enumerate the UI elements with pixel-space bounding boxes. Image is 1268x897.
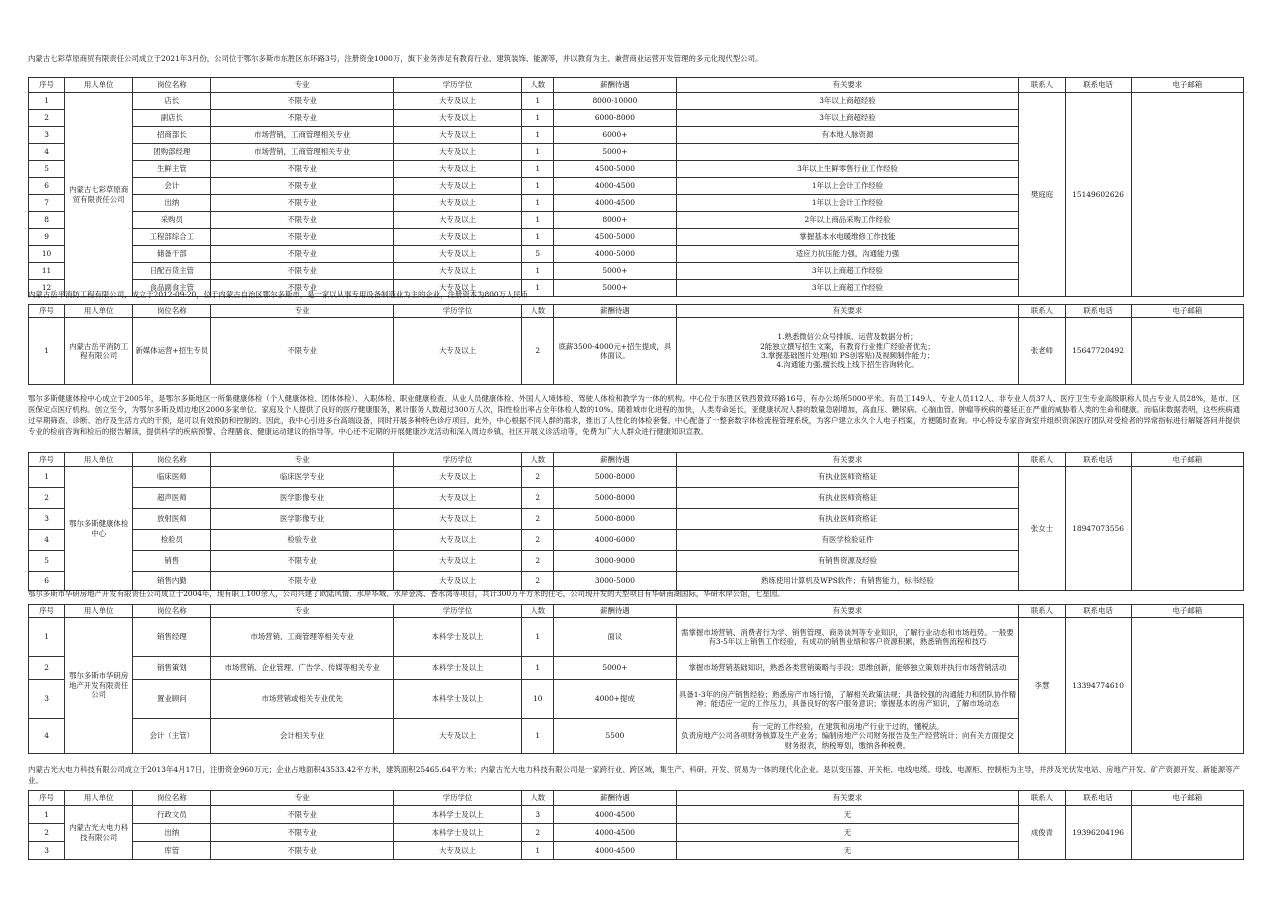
row-number: 4 xyxy=(29,144,65,161)
headcount: 1 xyxy=(522,195,554,212)
column-header: 专业 xyxy=(211,605,393,618)
table-header-row xyxy=(29,453,1244,467)
major-requirement: 不限专业 xyxy=(211,806,393,824)
column-header: 专业 xyxy=(211,453,393,467)
headcount: 1 xyxy=(522,280,554,297)
job-title: 采购员 xyxy=(133,212,211,229)
job-requirement: 1.熟悉微信公众号排版、运营及数据分析； 2能独立撰写招生文案，有教育行业推广经验者优先； 3.掌握基础图片处理(如 PS创客贴)及视频制作能力； 4.沟通能力强,擅长线上线下招生咨询转化。 xyxy=(676,318,1019,385)
education-level: 大专及以上 xyxy=(393,229,521,246)
contact-email xyxy=(1131,618,1243,754)
column-header: 学历学位 xyxy=(393,305,521,318)
table-row xyxy=(29,467,1244,488)
row-number: 2 xyxy=(29,657,65,680)
job-title: 出纳 xyxy=(133,195,211,212)
major-requirement: 医学影像专业 xyxy=(211,488,393,509)
salary: 4000-4500 xyxy=(554,195,676,212)
column-header: 专业 xyxy=(211,791,393,806)
column-header: 学历学位 xyxy=(393,78,521,93)
salary: 3000-9000 xyxy=(554,551,676,572)
row-number: 4 xyxy=(29,530,65,551)
column-header: 联系人 xyxy=(1019,791,1065,806)
job-title: 销售策划 xyxy=(133,657,211,680)
job-title: 置业顾问 xyxy=(133,680,211,719)
company-intro: 鄂尔多斯市华研房地产开发有限责任公司成立于2004年，现有职工100余人，公司兴建了欧陆风情、水岸华城、水岸金湾、香水湾等项目，共计300万平方米的住宅，公司现开发的大型项目有华研南湖国际，华研水岸公馆，七星园。 xyxy=(28,589,785,598)
education-level: 本科学士及以上 xyxy=(393,618,521,657)
contact-person: 李慧 xyxy=(1019,618,1065,754)
row-number: 7 xyxy=(29,195,65,212)
job-title: 招商部长 xyxy=(133,127,211,144)
job-requirement: 有医学检验证件 xyxy=(676,530,1019,551)
major-requirement: 不限专业 xyxy=(211,93,393,110)
row-number: 3 xyxy=(29,127,65,144)
job-requirement: 具备1-3年的房产销售经验；熟悉房产市场行情，了解相关政策法规；具备较强的沟通能力和团队协作精神；能适应一定的工作压力，具备良好的客户服务意识；掌握基本的房产知识，了解市场动态 xyxy=(676,680,1019,719)
headcount: 2 xyxy=(522,318,554,385)
salary: 5000+ xyxy=(554,657,676,680)
major-requirement: 不限专业 xyxy=(211,229,393,246)
row-number: 1 xyxy=(29,318,65,385)
contact-person: 张女士 xyxy=(1019,467,1065,591)
row-number: 1 xyxy=(29,806,65,824)
row-number: 3 xyxy=(29,842,65,860)
column-header: 序号 xyxy=(29,791,65,806)
contact-phone: 15149602626 xyxy=(1065,93,1131,297)
education-level: 本科学士及以上 xyxy=(393,657,521,680)
column-header: 有关要求 xyxy=(676,78,1019,93)
salary: 4000-6000 xyxy=(554,530,676,551)
job-requirement: 3年以上商超工作经验 xyxy=(676,280,1019,297)
headcount: 1 xyxy=(522,618,554,657)
column-header: 用人单位 xyxy=(65,78,133,93)
salary: 4000-5000 xyxy=(554,246,676,263)
education-level: 大专及以上 xyxy=(393,530,521,551)
contact-person: 成俊青 xyxy=(1019,806,1065,860)
job-requirement: 无 xyxy=(676,824,1019,842)
salary: 8000+ xyxy=(554,212,676,229)
row-number: 5 xyxy=(29,161,65,178)
company-intro: 内蒙古岳平消防工程有限公司，成立于2012-09-20，位于内蒙古自治区鄂尔多斯市，是一家以从事专用设备制造业为主的企业，注册资本为800万人民币 xyxy=(28,290,529,299)
salary: 底薪3500-4000元+招生提成，具体面议。 xyxy=(554,318,676,385)
headcount: 1 xyxy=(522,93,554,110)
major-requirement: 市场营销、工商管理等相关专业 xyxy=(211,618,393,657)
column-header: 人数 xyxy=(522,791,554,806)
contact-email xyxy=(1131,93,1243,297)
major-requirement: 不限专业 xyxy=(211,280,393,297)
job-requirement: 2年以上商品采购工作经验 xyxy=(676,212,1019,229)
column-header: 用人单位 xyxy=(65,305,133,318)
job-title: 出纳 xyxy=(133,824,211,842)
headcount: 2 xyxy=(522,467,554,488)
column-header: 岗位名称 xyxy=(133,791,211,806)
column-header: 专业 xyxy=(211,78,393,93)
job-table xyxy=(28,604,1244,754)
table-header-row xyxy=(29,78,1244,93)
headcount: 1 xyxy=(522,127,554,144)
column-header: 人数 xyxy=(522,453,554,467)
major-requirement: 不限专业 xyxy=(211,178,393,195)
education-level: 大专及以上 xyxy=(393,161,521,178)
job-requirement: 有本地人脉资源 xyxy=(676,127,1019,144)
salary: 4000-4500 xyxy=(554,842,676,860)
employer-name: 内蒙古七彩草原商贸有限责任公司 xyxy=(65,93,133,297)
job-requirement: 3年以上商超经验 xyxy=(676,110,1019,127)
contact-email xyxy=(1131,318,1243,385)
job-requirement: 3年以上商超经验 xyxy=(676,93,1019,110)
headcount: 1 xyxy=(522,110,554,127)
company-intro: 内蒙古七彩草原商贸有限责任公司成立于2021年3月份，公司位于鄂尔多斯市东胜区东环路3号，注册资金1000万，旗下业务涉足有教育行业、建筑装饰、能源等，并以教育为主、兼营商业运营开发管理的多元化现代型公司。 xyxy=(28,54,763,63)
major-requirement: 不限专业 xyxy=(211,572,393,591)
job-title: 库管 xyxy=(133,842,211,860)
headcount: 1 xyxy=(522,178,554,195)
column-header: 薪酬待遇 xyxy=(554,453,676,467)
job-title: 生鲜主管 xyxy=(133,161,211,178)
major-requirement: 市场营销、企业管理、广告学、传媒等相关专业 xyxy=(211,657,393,680)
education-level: 大专及以上 xyxy=(393,280,521,297)
job-requirement: 熟练使用计算机及WPS软件；有销售能力，标书经验 xyxy=(676,572,1019,591)
column-header: 学历学位 xyxy=(393,791,521,806)
column-header: 联系电话 xyxy=(1065,78,1131,93)
job-requirement xyxy=(676,144,1019,161)
job-title: 食品副食主管 xyxy=(133,280,211,297)
major-requirement: 市场营销或相关专业优先 xyxy=(211,680,393,719)
job-requirement: 有执业医师资格证 xyxy=(676,509,1019,530)
contact-phone: 18947073556 xyxy=(1065,467,1131,591)
row-number: 5 xyxy=(29,551,65,572)
education-level: 大专及以上 xyxy=(393,467,521,488)
table-row xyxy=(29,618,1244,657)
job-title: 销售内勤 xyxy=(133,572,211,591)
column-header: 电子邮箱 xyxy=(1131,605,1243,618)
column-header: 有关要求 xyxy=(676,453,1019,467)
job-requirement: 无 xyxy=(676,806,1019,824)
salary: 4500-5000 xyxy=(554,161,676,178)
column-header: 序号 xyxy=(29,78,65,93)
salary: 5000-8000 xyxy=(554,488,676,509)
column-header: 有关要求 xyxy=(676,305,1019,318)
headcount: 5 xyxy=(522,246,554,263)
job-title: 副店长 xyxy=(133,110,211,127)
major-requirement: 市场营销，工商管理相关专业 xyxy=(211,144,393,161)
major-requirement: 不限专业 xyxy=(211,161,393,178)
headcount: 1 xyxy=(522,719,554,754)
job-title: 会计（主管） xyxy=(133,719,211,754)
job-requirement: 无 xyxy=(676,842,1019,860)
table-row xyxy=(29,318,1244,385)
column-header: 电子邮箱 xyxy=(1131,78,1243,93)
row-number: 4 xyxy=(29,719,65,754)
salary: 4000-4500 xyxy=(554,806,676,824)
column-header: 岗位名称 xyxy=(133,605,211,618)
headcount: 2 xyxy=(522,551,554,572)
row-number: 11 xyxy=(29,263,65,280)
column-header: 序号 xyxy=(29,605,65,618)
column-header: 联系人 xyxy=(1019,305,1065,318)
column-header: 薪酬待遇 xyxy=(554,78,676,93)
column-header: 电子邮箱 xyxy=(1131,305,1243,318)
column-header: 学历学位 xyxy=(393,605,521,618)
salary: 8000-10000 xyxy=(554,93,676,110)
headcount: 1 xyxy=(522,842,554,860)
headcount: 2 xyxy=(522,509,554,530)
salary: 5000+ xyxy=(554,144,676,161)
salary: 4500-5000 xyxy=(554,229,676,246)
major-requirement: 不限专业 xyxy=(211,195,393,212)
salary: 面议 xyxy=(554,618,676,657)
major-requirement: 会计相关专业 xyxy=(211,719,393,754)
row-number: 1 xyxy=(29,467,65,488)
headcount: 10 xyxy=(522,680,554,719)
column-header: 联系电话 xyxy=(1065,791,1131,806)
job-requirement: 适应力抗压能力强，沟通能力强 xyxy=(676,246,1019,263)
job-requirement: 有执业医师资格证 xyxy=(676,488,1019,509)
salary: 5000-8000 xyxy=(554,509,676,530)
job-requirement: 3年以上生鲜零售行业工作经验 xyxy=(676,161,1019,178)
major-requirement: 不限专业 xyxy=(211,824,393,842)
row-number: 6 xyxy=(29,178,65,195)
education-level: 大专及以上 xyxy=(393,488,521,509)
headcount: 2 xyxy=(522,824,554,842)
employer-name: 内蒙古岳平消防工程有限公司 xyxy=(65,318,133,385)
column-header: 联系电话 xyxy=(1065,453,1131,467)
major-requirement: 市场营销，工商管理相关专业 xyxy=(211,127,393,144)
table-header-row xyxy=(29,791,1244,806)
column-header: 联系人 xyxy=(1019,453,1065,467)
major-requirement: 不限专业 xyxy=(211,110,393,127)
contact-email xyxy=(1131,806,1243,860)
education-level: 大专及以上 xyxy=(393,551,521,572)
salary: 4000-4500 xyxy=(554,824,676,842)
job-title: 储备干部 xyxy=(133,246,211,263)
column-header: 学历学位 xyxy=(393,453,521,467)
contact-phone: 15647720492 xyxy=(1065,318,1131,385)
column-header: 用人单位 xyxy=(65,453,133,467)
column-header: 电子邮箱 xyxy=(1131,791,1243,806)
job-title: 检验员 xyxy=(133,530,211,551)
job-requirement: 需掌握市场营销、消费者行为学、销售管理、商务谈判等专业知识，了解行业动态和市场趋势。一般要有3-5年以上销售工作经验，有成功的销售业绩和客户资源积累，熟悉销售流程和技巧 xyxy=(676,618,1019,657)
column-header: 序号 xyxy=(29,453,65,467)
job-requirement: 3年以上商超工作经验 xyxy=(676,263,1019,280)
job-title: 销售经理 xyxy=(133,618,211,657)
headcount: 3 xyxy=(522,806,554,824)
row-number: 12 xyxy=(29,280,65,297)
salary: 5000+ xyxy=(554,280,676,297)
education-level: 大专及以上 xyxy=(393,318,521,385)
row-number: 2 xyxy=(29,824,65,842)
table-row xyxy=(29,806,1244,824)
headcount: 1 xyxy=(522,212,554,229)
column-header: 有关要求 xyxy=(676,791,1019,806)
row-number: 3 xyxy=(29,509,65,530)
salary: 6000-8000 xyxy=(554,110,676,127)
column-header: 人数 xyxy=(522,78,554,93)
row-number: 3 xyxy=(29,680,65,719)
education-level: 本科学士及以上 xyxy=(393,680,521,719)
education-level: 大专及以上 xyxy=(393,178,521,195)
job-title: 团购部经理 xyxy=(133,144,211,161)
salary: 5500 xyxy=(554,719,676,754)
job-requirement: 有销售资源及经验 xyxy=(676,551,1019,572)
salary: 6000+ xyxy=(554,127,676,144)
company-intro: 内蒙古光大电力科技有限公司成立于2013年4月17日，注册资金960万元；企业占地面积43533.42平方米，建筑面积25465.64平方米；内蒙古光大电力科技有限公司是一家跨行业、跨区域，集生产、科研、开发、贸易为一体的现代化企业。是以变压器、开关柜、电线电缆、母线、电源柜、控制柜为主导，并涉及光伏发电站、房地产开发、矿产资源开发、新能源等产业。 xyxy=(28,765,1240,785)
job-requirement: 掌握基本水电暖维修工作技能 xyxy=(676,229,1019,246)
column-header: 岗位名称 xyxy=(133,78,211,93)
job-table xyxy=(28,790,1244,860)
column-header: 电子邮箱 xyxy=(1131,453,1243,467)
employer-name: 内蒙古光大电力科技有限公司 xyxy=(65,806,133,860)
salary: 5000+ xyxy=(554,263,676,280)
job-requirement: 有一定的工作经验，在建筑和房地产行业干过的，懂税法。 负责房地产公司各项财务核算及生产业务；编制房地产公司财务报告及生产经营统计；向有关方面提交财务报表，纳税筹划，缴纳各种税费。 xyxy=(676,719,1019,754)
major-requirement: 不限专业 xyxy=(211,551,393,572)
major-requirement: 不限专业 xyxy=(211,246,393,263)
headcount: 2 xyxy=(522,530,554,551)
salary: 3000-5000 xyxy=(554,572,676,591)
column-header: 联系人 xyxy=(1019,605,1065,618)
row-number: 10 xyxy=(29,246,65,263)
education-level: 大专及以上 xyxy=(393,263,521,280)
headcount: 1 xyxy=(522,229,554,246)
job-title: 行政文员 xyxy=(133,806,211,824)
job-title: 店长 xyxy=(133,93,211,110)
employer-name: 鄂尔多斯健康体检中心 xyxy=(65,467,133,591)
job-title: 会计 xyxy=(133,178,211,195)
row-number: 6 xyxy=(29,572,65,591)
row-number: 1 xyxy=(29,618,65,657)
headcount: 1 xyxy=(522,161,554,178)
education-level: 大专及以上 xyxy=(393,110,521,127)
salary: 4000+提成 xyxy=(554,680,676,719)
major-requirement: 不限专业 xyxy=(211,842,393,860)
headcount: 1 xyxy=(522,657,554,680)
job-title: 放射医师 xyxy=(133,509,211,530)
job-table xyxy=(28,452,1244,591)
education-level: 大专及以上 xyxy=(393,509,521,530)
education-level: 本科学士及以上 xyxy=(393,824,521,842)
column-header: 专业 xyxy=(211,305,393,318)
education-level: 大专及以上 xyxy=(393,246,521,263)
job-table xyxy=(28,77,1244,297)
major-requirement: 不限专业 xyxy=(211,212,393,229)
column-header: 人数 xyxy=(522,305,554,318)
table-row xyxy=(29,93,1244,110)
job-title: 新媒体运营+招生专员 xyxy=(133,318,211,385)
education-level: 大专及以上 xyxy=(393,93,521,110)
company-intro: 鄂尔多斯健康体检中心成立于2005年，是鄂尔多斯地区一所集健康体检（个人健康体检、团体体检）、入职体检、职业健康检查、从业人员健康体检、外国人入境体检、驾驶人体检和教学为一体的机构。中心位于东胜区铁西景致环路16号，有办公场所5000平米。有员工149人、专业人员112人、非专业人员37人、医疗卫生专业高级职称人员占专业人员28%，是市、区医保定点医疗机构。创立至今，为鄂尔多斯及周边地区2000多家单位、家庭及个人提供了良好的医疗健康服务，累计服务人数超过300万人次，阳性检出率占全年体检人数的10%。随着城市化进程的加快，人类寿命延长，亚健康状况人群的数量急剧增加，高血压、糖尿病、心脑血管、肿瘤等疾病的蔓延正在严重的威胁着人类的生命和健康。而临床数据表明，这些疾病通过早期筛查、诊断、治疗及生活方式的干预，是可以有效预防和控制的。因此，我中心引进多台高端设备，同时开展多种特色诊疗项目。此外，中心根据不同人群的需求，推出了人性化的体检套餐。中心配备了一整套数字体检流程管理系统，为客户建立永久个人电子档案，方便随时查询。中心特设专家咨询室并组织资深医疗团队对受检者的异常指标进行解疑答问并提供专业的检前咨询和检后的报告解读，提供科学的疾病预警、合理膳食、健康运动建议的指导等。中心还不定期的开展健康沙龙活动和深入周边乡镇、社区开展义诊活动等，免费为广大人群众进行健康知识宣教。 xyxy=(28,394,1240,436)
column-header: 岗位名称 xyxy=(133,305,211,318)
column-header: 薪酬待遇 xyxy=(554,305,676,318)
column-header: 用人单位 xyxy=(65,791,133,806)
job-title: 日配百货主管 xyxy=(133,263,211,280)
contact-email xyxy=(1131,467,1243,591)
column-header: 薪酬待遇 xyxy=(554,791,676,806)
row-number: 2 xyxy=(29,110,65,127)
column-header: 岗位名称 xyxy=(133,453,211,467)
table-header-row xyxy=(29,305,1244,318)
job-requirement: 1年以上会计工作经验 xyxy=(676,178,1019,195)
column-header: 人数 xyxy=(522,605,554,618)
column-header: 薪酬待遇 xyxy=(554,605,676,618)
employer-name: 鄂尔多斯市华研房地产开发有限责任公司 xyxy=(65,618,133,754)
job-title: 临床医师 xyxy=(133,467,211,488)
education-level: 大专及以上 xyxy=(393,144,521,161)
headcount: 2 xyxy=(522,572,554,591)
job-title: 销售 xyxy=(133,551,211,572)
row-number: 9 xyxy=(29,229,65,246)
salary: 4000-4500 xyxy=(554,178,676,195)
job-requirement: 有执业医师资格证 xyxy=(676,467,1019,488)
row-number: 2 xyxy=(29,488,65,509)
major-requirement: 不限专业 xyxy=(211,263,393,280)
table-header-row xyxy=(29,605,1244,618)
contact-phone: 19396204196 xyxy=(1065,806,1131,860)
job-title: 工程部综合工 xyxy=(133,229,211,246)
contact-person: 张老师 xyxy=(1019,318,1065,385)
column-header: 有关要求 xyxy=(676,605,1019,618)
column-header: 用人单位 xyxy=(65,605,133,618)
education-level: 大专及以上 xyxy=(393,572,521,591)
education-level: 大专及以上 xyxy=(393,212,521,229)
education-level: 大专及以上 xyxy=(393,127,521,144)
job-table xyxy=(28,304,1244,385)
column-header: 序号 xyxy=(29,305,65,318)
job-title: 超声医师 xyxy=(133,488,211,509)
education-level: 大专及以上 xyxy=(393,719,521,754)
major-requirement: 检验专业 xyxy=(211,530,393,551)
job-requirement: 掌握市场营销基础知识，熟悉各类营销策略与手段；思维创新，能够独立策划并执行市场营销活动 xyxy=(676,657,1019,680)
education-level: 大专及以上 xyxy=(393,195,521,212)
contact-phone: 13394774610 xyxy=(1065,618,1131,754)
headcount: 2 xyxy=(522,488,554,509)
major-requirement: 不限专业 xyxy=(211,318,393,385)
major-requirement: 医学影像专业 xyxy=(211,509,393,530)
column-header: 联系电话 xyxy=(1065,305,1131,318)
education-level: 本科学士及以上 xyxy=(393,806,521,824)
contact-person: 樊庭庭 xyxy=(1019,93,1065,297)
headcount: 1 xyxy=(522,144,554,161)
job-requirement: 1年以上会计工作经验 xyxy=(676,195,1019,212)
education-level: 大专及以上 xyxy=(393,842,521,860)
salary: 5000-8000 xyxy=(554,467,676,488)
headcount: 1 xyxy=(522,263,554,280)
column-header: 联系人 xyxy=(1019,78,1065,93)
column-header: 联系电话 xyxy=(1065,605,1131,618)
row-number: 1 xyxy=(29,93,65,110)
row-number: 8 xyxy=(29,212,65,229)
major-requirement: 临床医学专业 xyxy=(211,467,393,488)
